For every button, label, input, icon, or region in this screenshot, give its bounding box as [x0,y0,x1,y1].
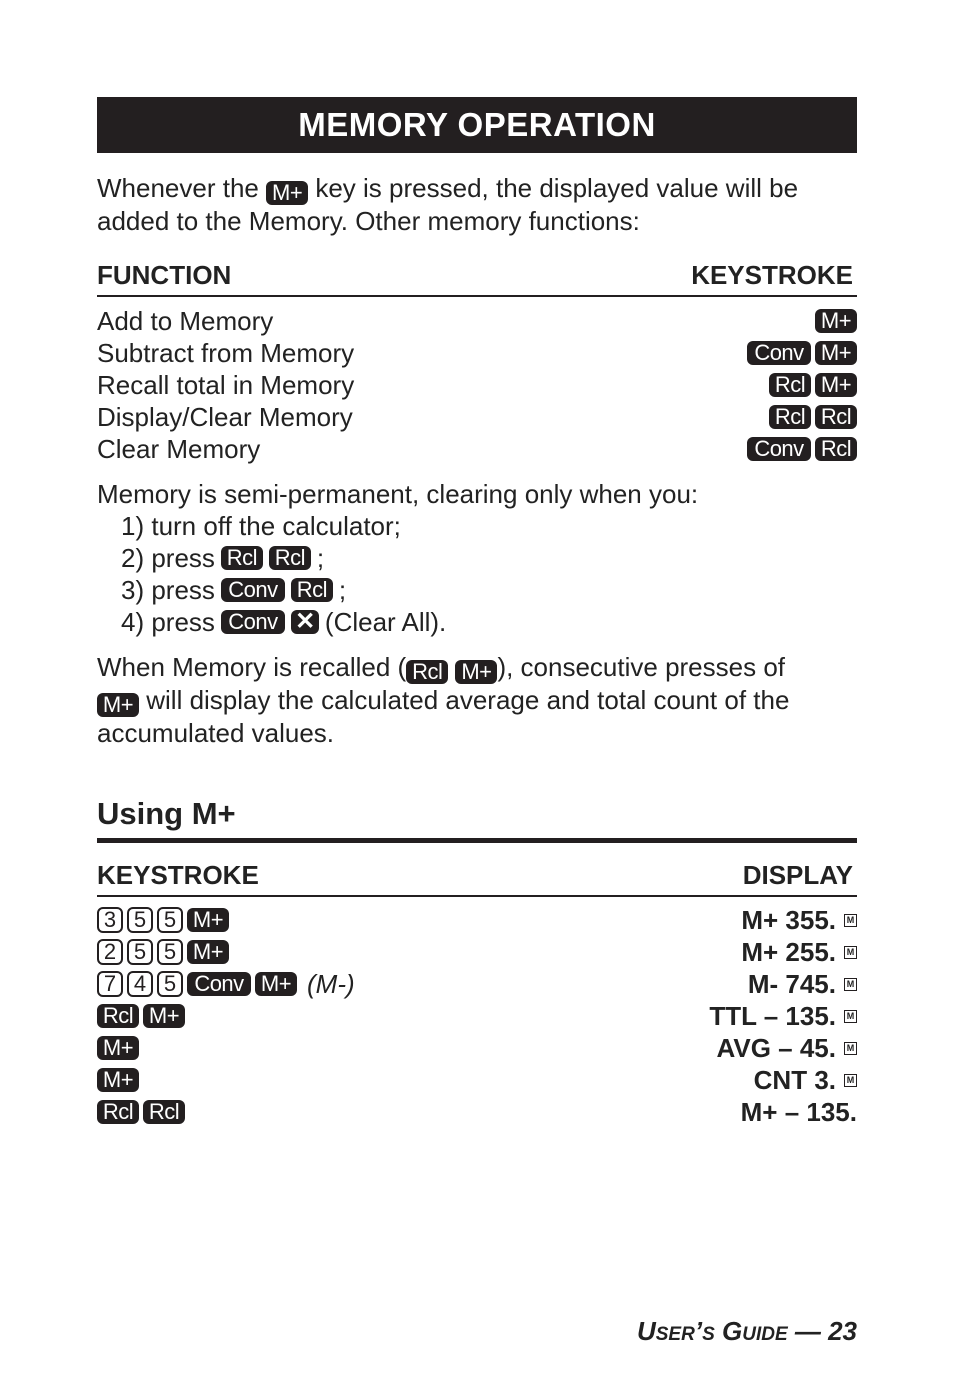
keystroke-sequence [97,939,229,965]
m-plus-key: M+ [815,341,857,365]
rcl-key: Rcl [269,546,311,570]
display-value: M+ – 135. [740,1096,857,1127]
display-value: TTL – 135. [709,1000,836,1031]
digit-key: 2 [97,939,123,965]
memory-indicator-icon: M [844,946,857,959]
semi-permanent-lead [97,478,857,510]
keystroke-header: KEYSTROKE [691,260,853,290]
m-plus-key: M+ [455,660,497,684]
memory-indicator-icon: M [844,914,857,927]
display-value: M- 745. [747,968,836,999]
using-row [97,1032,857,1064]
display-readout [717,1033,857,1064]
rcl-key: Rcl [769,405,811,429]
m-plus-key: M+ [97,1036,139,1060]
keystroke-sequence [97,1036,139,1060]
function-table-header [97,260,857,297]
rcl-key: Rcl [143,1100,185,1124]
keystroke-keys [747,341,857,365]
rcl-key: Rcl [97,1004,139,1028]
function-row [97,337,857,369]
rcl-key: Rcl [291,578,333,602]
digit-key: 5 [127,939,153,965]
digit-key: 7 [97,971,123,997]
digit-key: 5 [157,939,183,965]
rcl-key: Rcl [769,373,811,397]
intro-paragraph [97,172,857,237]
m-plus-key: M+ [255,972,297,996]
function-label: Clear Memory [97,433,261,464]
keystroke-sequence [97,1004,185,1028]
display-readout [741,905,857,936]
memory-indicator-icon: M [844,1074,857,1087]
recall-text-a: When Memory is recalled ( [97,652,407,682]
keystroke-keys [769,405,857,429]
conv-key: Conv [747,341,811,365]
recall-text-c: will display the calculated average and total count of the [146,685,790,715]
cond2-suffix: ; [316,543,325,573]
display-value: M+ 255. [741,936,836,967]
m-plus-key: M+ [187,908,229,932]
rcl-key: Rcl [406,660,448,684]
display-value: AVG – 45. [716,1032,836,1063]
digit-key: 5 [127,907,153,933]
display-header: DISPLAY [742,860,853,890]
conv-key: Conv [747,437,811,461]
condition-1 [121,510,446,542]
m-plus-key: M+ [266,181,308,205]
m-plus-key: M+ [143,1004,185,1028]
footer-page-number: — 23 [787,1316,857,1346]
display-readout [754,1065,857,1096]
recall-text-d: accumulated values. [97,718,335,748]
rcl-key: Rcl [815,405,857,429]
memory-indicator-icon: M [844,978,857,991]
function-row [97,305,857,337]
condition-4-text: 4) press [121,607,215,637]
condition-4 [121,606,446,638]
using-row [97,1064,857,1096]
condition-2 [121,542,446,574]
function-row [97,369,857,401]
keystroke-keys [747,437,857,461]
function-label: Display/Clear Memory [97,401,353,432]
conv-key: Conv [221,610,285,634]
intro-text-c: added to the Memory. Other memory functions: [97,206,640,236]
rcl-key: Rcl [97,1100,139,1124]
conv-key: Conv [187,972,251,996]
footer-s: S [702,1324,715,1345]
footer-ser: SER [655,1324,695,1345]
condition-2-text: 2) press [121,543,215,573]
digit-key: 5 [157,907,183,933]
recall-paragraph [97,651,857,749]
footer-g: G [721,1316,743,1346]
function-label: Subtract from Memory [97,337,355,368]
display-readout [741,937,857,968]
heading-rule [97,838,857,843]
keystroke-header: KEYSTROKE [97,860,259,890]
section-title: MEMORY OPERATION [298,106,656,143]
function-label: Recall total in Memory [97,369,355,400]
m-plus-key: M+ [815,309,857,333]
m-plus-key: M+ [97,693,139,717]
condition-3-text: 3) press [121,575,215,605]
function-label: Add to Memory [97,305,274,336]
keystroke-keys [815,309,857,333]
section-banner [97,97,857,153]
function-table [97,305,857,465]
clear-conditions-list [121,510,446,638]
semi-lead-text: Memory is semi-permanent, clearing only when you: [97,479,699,509]
using-table [97,904,857,1128]
page-footer [637,1316,857,1347]
display-value: M+ 355. [741,904,836,935]
using-row [97,936,857,968]
digit-key: 3 [97,907,123,933]
display-readout [709,1001,857,1032]
m-plus-key: M+ [815,373,857,397]
function-row [97,401,857,433]
using-row [97,1000,857,1032]
using-table-header [97,860,857,897]
footer-apos: ’ [694,1316,703,1346]
keystroke-sequence [97,969,355,1000]
rcl-key: Rcl [221,546,263,570]
keystroke-sequence [97,1100,185,1124]
condition-1-text: 1) turn off the calculator; [121,511,401,541]
keystroke-sequence [97,907,229,933]
m-plus-key: M+ [97,1068,139,1092]
rcl-key: Rcl [815,437,857,461]
memory-indicator-icon: M [844,1010,857,1023]
display-readout [748,969,857,1000]
keystroke-sequence [97,1068,139,1092]
intro-text-b: key is pressed, the displayed value will be [315,173,799,203]
intro-text-a: Whenever the [97,173,259,203]
memory-indicator-icon: M [844,1042,857,1055]
using-row [97,904,857,936]
function-header: FUNCTION [97,260,232,290]
keystroke-keys [769,373,857,397]
digit-key: 4 [127,971,153,997]
clear-all-key: ✕ [291,610,319,634]
display-readout [741,1097,857,1128]
condition-3 [121,574,446,606]
cond4-suffix: (Clear All). [324,607,447,637]
recall-text-b: ), consecutive presses of [497,652,786,682]
conv-key: Conv [221,578,285,602]
function-row [97,433,857,465]
m-plus-key: M+ [187,940,229,964]
using-row [97,968,857,1000]
using-m-plus-heading: Using M+ [97,796,236,831]
footer-uide: UIDE [742,1324,788,1345]
cond3-suffix: ; [338,575,347,605]
display-value: CNT 3. [753,1064,836,1095]
digit-key: 5 [157,971,183,997]
footer-u: U [636,1316,656,1346]
using-row [97,1096,857,1128]
keystroke-note: (M-) [307,968,355,999]
